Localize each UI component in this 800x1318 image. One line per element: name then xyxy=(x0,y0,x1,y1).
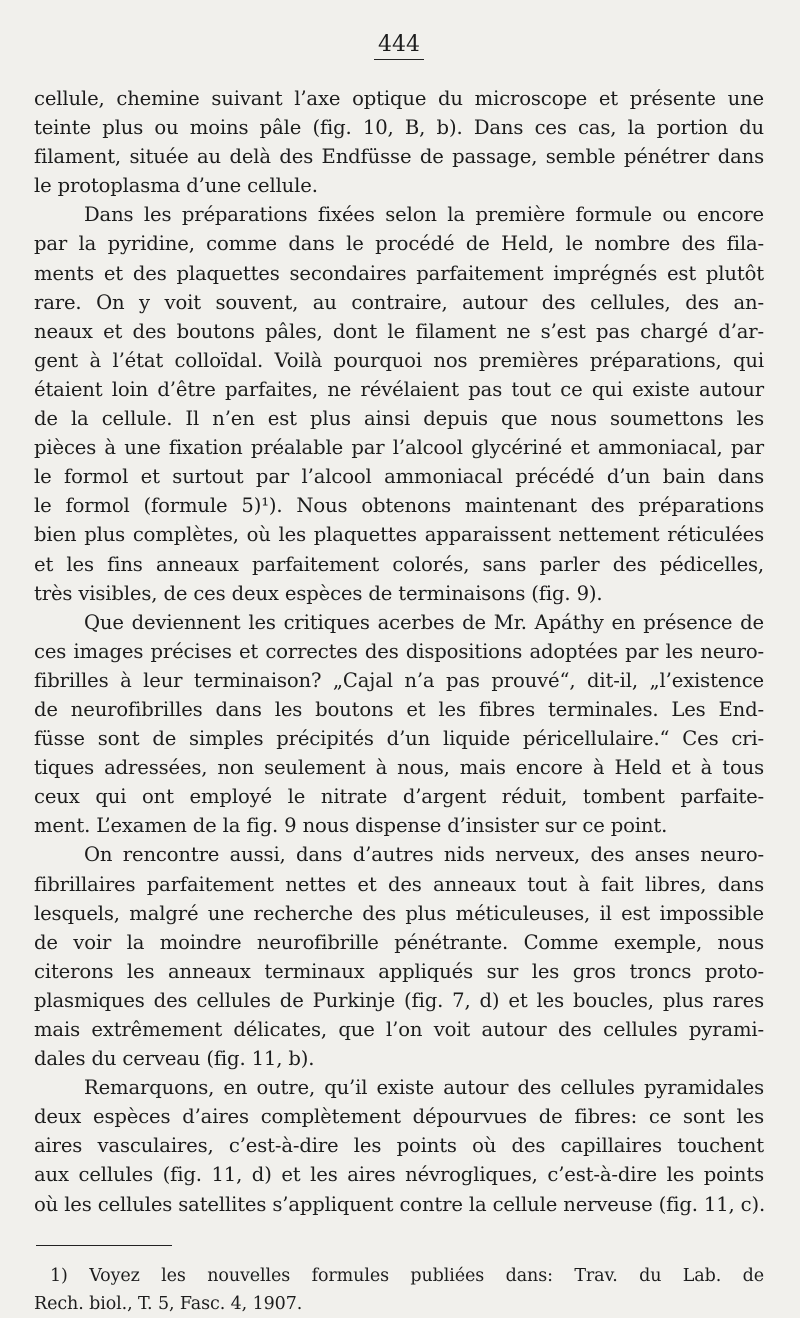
text-line: fibrilles à leur terminaison? „Cajal n’a pas prouvé“, dit-il, „l’existence xyxy=(34,668,764,692)
text-line: lesquels, malgré une recherche des plus méticuleuses, il est impossible xyxy=(34,901,764,925)
text-line: le protoplasma d’une cellule. xyxy=(34,174,318,198)
page-number: 444 xyxy=(34,32,764,60)
text-line: pièces à une fixation préalable par l’alcool glycériné et ammoniacal, par xyxy=(34,436,764,460)
text-line: par la pyridine, comme dans le procédé de Held, le nombre des fila- xyxy=(34,232,764,256)
text-line: Que deviennent les critiques acerbes de Mr. Apáthy en présence de xyxy=(84,610,764,634)
text-line: On rencontre aussi, dans d’autres nids nerveux, des anses neuro- xyxy=(84,843,764,867)
paragraph xyxy=(34,84,764,200)
text-line: Remarquons, en outre, qu’il existe autour des cellules pyramidales xyxy=(84,1076,764,1100)
text-line: de neurofibrilles dans les boutons et les fibres terminales. Les End- xyxy=(34,697,764,721)
text-line: ments et des plaquettes secondaires parfaitement imprégnés est plutôt xyxy=(34,261,764,285)
paragraph xyxy=(34,1073,764,1218)
text-line: ceux qui ont employé le nitrate d’argent réduit, tombent parfaite- xyxy=(34,785,764,809)
footnote-text: Voyez les nouvelles formules publiées dans: Trav. du Lab. de xyxy=(89,1265,764,1286)
text-line: le formol et surtout par l’alcool ammoniacal précédé d’un bain dans xyxy=(34,465,764,489)
text-line: étaient loin d’être parfaites, ne révélaient pas tout ce qui existe autour xyxy=(34,377,764,401)
text-line: ment. L’examen de la fig. 9 nous dispense d’insister sur ce point. xyxy=(34,814,668,838)
text-line: le formol (formule 5)¹). Nous obtenons maintenant des préparations xyxy=(34,494,764,518)
footnote-line xyxy=(34,1262,764,1290)
text-line: ces images précises et correctes des dispositions adoptées par les neuro- xyxy=(34,639,764,663)
text-line: cellule, chemine suivant l’axe optique du microscope et présente une xyxy=(34,87,764,110)
text-line: dales du cerveau (fig. 11, b). xyxy=(34,1047,315,1071)
text-line: de la cellule. Il n’en est plus ainsi depuis que nous soumettons les xyxy=(34,407,764,431)
footnote-marker: 1) xyxy=(50,1265,90,1286)
text-line: plasmiques des cellules de Purkinje (fig. 7, d) et les boucles, plus rares xyxy=(34,988,764,1012)
body-text xyxy=(34,84,764,1219)
footnote-line: Rech. biol., T. 5, Fasc. 4, 1907. xyxy=(34,1293,303,1314)
text-line: Dans les préparations fixées selon la première formule ou encore xyxy=(84,203,764,227)
footnote xyxy=(34,1262,764,1318)
text-line: aux cellules (fig. 11, d) et les aires névrogliques, c’est-à-dire les points xyxy=(34,1163,764,1187)
text-line: bien plus complètes, où les plaquettes apparaissent nettement réticulées xyxy=(34,523,764,547)
text-line: füsse sont de simples précipités d’un liquide péricellulaire.“ Ces cri- xyxy=(34,727,764,751)
text-line: filament, située au delà des Endfüsse de passage, semble pénétrer dans xyxy=(34,145,764,169)
text-line: et les fins anneaux parfaitement colorés, sans parler des pédicelles, xyxy=(34,552,764,576)
text-line: rare. On y voit souvent, au contraire, autour des cellules, des an- xyxy=(34,290,764,314)
paragraph xyxy=(34,840,764,1073)
text-line: deux espèces d’aires complètement dépourvues de fibres: ce sont les xyxy=(34,1105,764,1129)
text-line: citerons les anneaux terminaux appliqués sur les gros troncs proto- xyxy=(34,959,764,983)
text-line: aires vasculaires, c’est-à-dire les points où des capillaires touchent xyxy=(34,1134,764,1158)
text-line: de voir la moindre neurofibrille pénétrante. Comme exemple, nous xyxy=(34,930,764,954)
text-line: tiques adressées, non seulement à nous, mais encore à Held et à tous xyxy=(34,756,764,780)
footnote-rule xyxy=(36,1245,172,1246)
text-line: gent à l’état colloïdal. Voilà pourquoi nos premières préparations, qui xyxy=(34,348,764,372)
text-line: neaux et des boutons pâles, dont le filament ne s’est pas chargé d’ar- xyxy=(34,319,764,343)
paragraph xyxy=(34,200,764,607)
text-line: où les cellules satellites s’appliquent contre la cellule nerveuse (fig. 11, c). xyxy=(34,1192,766,1216)
text-line: mais extrêmement délicates, que l’on voit autour des cellules pyrami- xyxy=(34,1018,764,1041)
text-line: fibrillaires parfaitement nettes et des anneaux tout à fait libres, dans xyxy=(34,872,764,896)
text-line: teinte plus ou moins pâle (fig. 10, B, b). Dans ces cas, la portion du xyxy=(34,116,764,140)
paragraph xyxy=(34,608,764,841)
text-line: très visibles, de ces deux espèces de terminaisons (fig. 9). xyxy=(34,581,603,605)
